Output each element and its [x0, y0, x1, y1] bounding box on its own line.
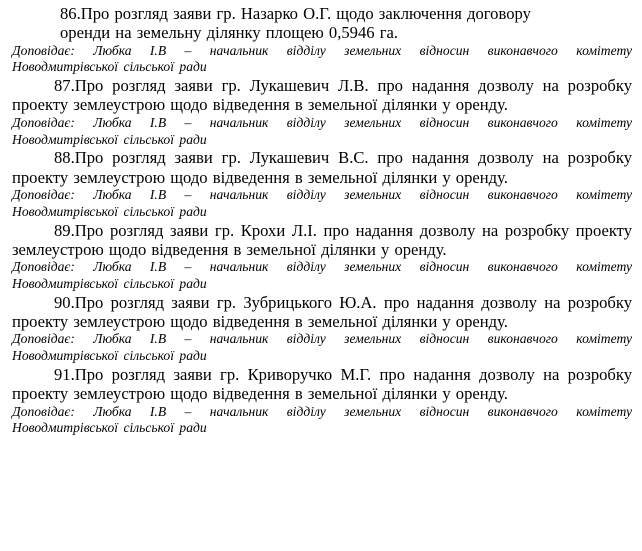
agenda-item-title-line1: 86.Про розгляд заяви гр. Назарко О.Г. щодо заключення договору — [60, 4, 531, 23]
agenda-item-title: 89.Про розгляд заяви гр. Крохи Л.І. про надання дозволу на розробку проекту землеустрою щодо відведення в земельної ділянки у оренду. — [12, 220, 632, 259]
speaker-note — [12, 115, 632, 149]
speaker-note-line2: Новодмитрівської сільської ради — [12, 348, 207, 364]
speaker-note-line1: Доповідає: Любка І.В – начальник відділу земельних відносин виконавчого комітету — [12, 259, 632, 275]
speaker-note — [12, 43, 632, 77]
agenda-item-91 — [12, 365, 632, 437]
speaker-note-line2: Новодмитрівської сільської ради — [12, 420, 207, 436]
agenda-item-title: 90.Про розгляд заяви гр. Зубрицького Ю.А. про надання дозволу на розробку проекту землеустрою щодо відведення в земельної ділянки у оренду. — [12, 292, 632, 332]
speaker-note-line1: Доповідає: Любка І.В – начальник відділу земельних відносин виконавчого комітету — [12, 403, 632, 419]
speaker-note-line1: Доповідає: Любка І.В – начальник відділу земельних відносин виконавчого комітету — [12, 114, 632, 130]
agenda-item-90 — [12, 293, 632, 365]
speaker-note-line1: Доповідає: Любка І.В – начальник відділу земельних відносин виконавчого комітету — [12, 331, 632, 347]
agenda-item-86 — [12, 4, 632, 76]
agenda-item-88 — [12, 148, 632, 220]
agenda-item-87 — [12, 76, 632, 148]
speaker-note-line2: Новодмитрівської сільської ради — [12, 275, 207, 291]
agenda-item-title — [12, 4, 632, 43]
speaker-note-line1: Доповідає: Любка І.В – начальник відділу земельних відносин виконавчого комітету — [12, 186, 632, 202]
document-page — [12, 4, 632, 437]
speaker-note — [12, 404, 632, 438]
agenda-item-title-line2: оренди на земельну ділянку площею 0,5946 га. — [60, 23, 399, 43]
speaker-note — [12, 331, 632, 365]
agenda-item-title: 87.Про розгляд заяви гр. Лукашевич Л.В. про надання дозволу на розробку проекту землеустрою щодо відведення в земельної ділянки у оренду. — [12, 76, 632, 115]
agenda-item-title: 91.Про розгляд заяви гр. Криворучко М.Г. про надання дозволу на розробку проекту землеустрою щодо відведення в земельної ділянки у оренду. — [12, 364, 632, 404]
agenda-item-title: 88.Про розгляд заяви гр. Лукашевич В.С. про надання дозволу на розробку проекту землеустрою щодо відведення в земельної ділянки у оренду. — [12, 148, 632, 187]
agenda-item-89 — [12, 221, 632, 293]
speaker-note-line2: Новодмитрівської сільської ради — [12, 59, 207, 75]
speaker-note-line1: Доповідає: Любка І.В – начальник відділу земельних відносин виконавчого комітету — [12, 42, 632, 58]
speaker-note — [12, 259, 632, 293]
speaker-note-line2: Новодмитрівської сільської ради — [12, 203, 207, 219]
speaker-note-line2: Новодмитрівської сільської ради — [12, 131, 207, 147]
speaker-note — [12, 187, 632, 221]
